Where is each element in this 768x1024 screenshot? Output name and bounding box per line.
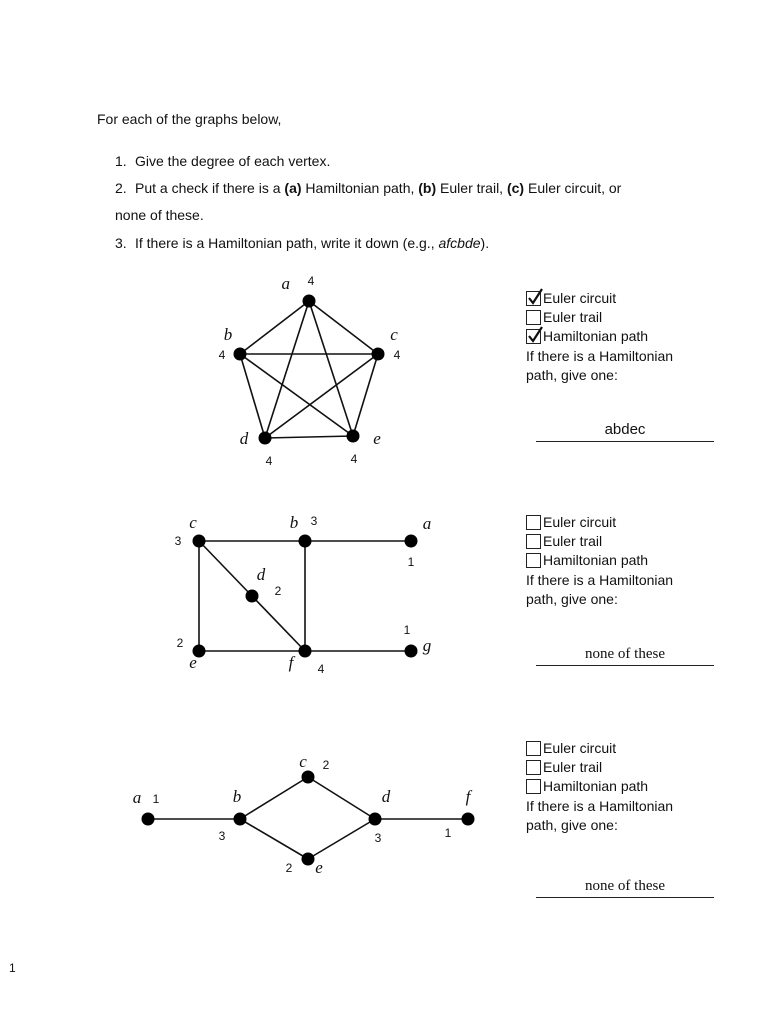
vertex-label-c: c <box>189 513 197 532</box>
instruction-text: Put a check if there is a <box>135 180 285 196</box>
euler-trail-checkbox[interactable] <box>526 534 541 549</box>
vertex-label-a: a <box>132 788 142 807</box>
vertex-label-b: b <box>289 513 299 532</box>
graph-2-answer-panel <box>526 513 726 609</box>
hamiltonian-path-option <box>526 551 726 570</box>
vertex-degree-e: 2 <box>176 636 184 650</box>
graph-3-answer-panel <box>526 739 726 835</box>
instruction-text: If there is a Hamiltonian path, write it down (e.g., <box>135 235 439 251</box>
checkbox-label: Euler circuit <box>543 740 617 756</box>
option-a-marker: (a) <box>284 180 302 196</box>
hamiltonian-path-option <box>526 777 726 796</box>
hamiltonian-path-checkbox[interactable] <box>526 553 541 568</box>
vertex-degree-a: 1 <box>152 792 160 806</box>
vertex-degree-f: 4 <box>317 662 325 676</box>
check-icon <box>526 288 544 306</box>
euler-trail-option <box>526 308 726 327</box>
vertex-label-f: f <box>288 653 294 672</box>
instruction-text: ). <box>480 235 490 251</box>
euler-trail-checkbox[interactable] <box>526 760 541 775</box>
hamiltonian-path-checkbox[interactable] <box>526 329 541 344</box>
option-c-marker: (c) <box>506 180 525 196</box>
vertex-degree-c: 3 <box>174 534 182 548</box>
vertex-degree-b: 3 <box>310 514 318 528</box>
vertex-label-a: a <box>422 514 432 533</box>
euler-circuit-checkbox[interactable] <box>526 741 541 756</box>
checkbox-label: Hamiltonian path <box>543 328 649 344</box>
instruction-number: 1. <box>115 153 127 169</box>
euler-circuit-option <box>526 513 726 532</box>
graph-3-answer-field[interactable]: none of these <box>536 875 714 898</box>
edge-b-e <box>240 819 308 859</box>
instruction-number: 2. <box>115 180 127 196</box>
vertex-label-e: e <box>315 858 323 877</box>
hamiltonian-prompt: If there is a Hamiltonian path, give one: <box>526 348 674 383</box>
vertex-degree-b: 3 <box>218 829 226 843</box>
vertex-label-d: d <box>256 565 266 584</box>
vertex-degree-g: 1 <box>403 623 411 637</box>
edge-e-d <box>308 819 375 859</box>
vertex-label-e: e <box>373 429 381 448</box>
vertex-label-f: f <box>465 787 471 806</box>
checkbox-label: Euler circuit <box>543 514 617 530</box>
vertex-degree-c: 4 <box>393 348 401 362</box>
instruction-text: Euler circuit, or <box>524 180 622 196</box>
hamiltonian-prompt: If there is a Hamiltonian path, give one: <box>526 572 674 607</box>
instruction-text: Give the degree of each vertex. <box>135 153 331 169</box>
vertex-degree-d: 2 <box>274 584 282 598</box>
checkbox-label: Hamiltonian path <box>543 778 649 794</box>
instruction-2-continued: none of these. <box>115 207 204 223</box>
vertex-label-e: e <box>189 653 197 672</box>
graph-1-answer-panel <box>526 289 726 385</box>
hamiltonian-path-checkbox[interactable] <box>526 779 541 794</box>
vertex-label-d: d <box>239 429 249 448</box>
checkbox-label: Euler trail <box>543 533 603 549</box>
instruction-number: 3. <box>115 235 127 251</box>
vertex-label-g: g <box>422 636 432 655</box>
vertex-a <box>142 813 155 826</box>
hamiltonian-path-option <box>526 327 726 346</box>
page-number: 1 <box>9 961 16 975</box>
euler-trail-checkbox[interactable] <box>526 310 541 325</box>
vertex-degree-c: 2 <box>322 758 330 772</box>
vertex-degree-e: 4 <box>350 452 358 466</box>
graph-1-answer-field[interactable]: abdec <box>536 419 714 442</box>
euler-circuit-checkbox[interactable] <box>526 515 541 530</box>
graph-2-answer-field[interactable]: none of these <box>536 643 714 666</box>
vertex-e <box>302 853 315 866</box>
intro-text: For each of the graphs below, <box>97 111 282 127</box>
euler-circuit-option <box>526 739 726 758</box>
instruction-text: Hamiltonian path, <box>301 180 419 196</box>
check-icon <box>526 326 544 344</box>
vertex-c <box>302 771 315 784</box>
vertex-b <box>234 813 247 826</box>
checkbox-label: Euler trail <box>543 759 603 775</box>
checkbox-label: Euler trail <box>543 309 603 325</box>
checkbox-label: Hamiltonian path <box>543 552 649 568</box>
edge-b-c <box>240 777 308 819</box>
vertex-degree-a: 4 <box>307 274 315 288</box>
euler-trail-option <box>526 532 726 551</box>
vertex-label-b: b <box>232 787 242 806</box>
vertex-degree-e: 2 <box>285 861 293 875</box>
vertex-degree-d: 3 <box>374 831 382 845</box>
instruction-text: Euler trail, <box>436 180 507 196</box>
vertex-label-d: d <box>381 787 391 806</box>
vertex-degree-a: 1 <box>407 555 415 569</box>
vertex-label-b: b <box>223 325 233 344</box>
edge-c-d <box>308 777 375 819</box>
vertex-d <box>369 813 382 826</box>
vertex-degree-f: 1 <box>444 826 452 840</box>
vertex-label-c: c <box>299 752 307 771</box>
euler-circuit-checkbox[interactable] <box>526 291 541 306</box>
hamiltonian-prompt: If there is a Hamiltonian path, give one: <box>526 798 674 833</box>
euler-circuit-option <box>526 289 726 308</box>
option-b-marker: (b) <box>418 180 437 196</box>
checkbox-label: Euler circuit <box>543 290 617 306</box>
vertex-label-a: a <box>281 274 290 293</box>
example-path: afcbde <box>438 235 481 251</box>
vertex-label-c: c <box>390 325 398 344</box>
euler-trail-option <box>526 758 726 777</box>
vertex-f <box>462 813 475 826</box>
vertex-degree-d: 4 <box>265 454 273 468</box>
vertex-degree-b: 4 <box>218 348 226 362</box>
